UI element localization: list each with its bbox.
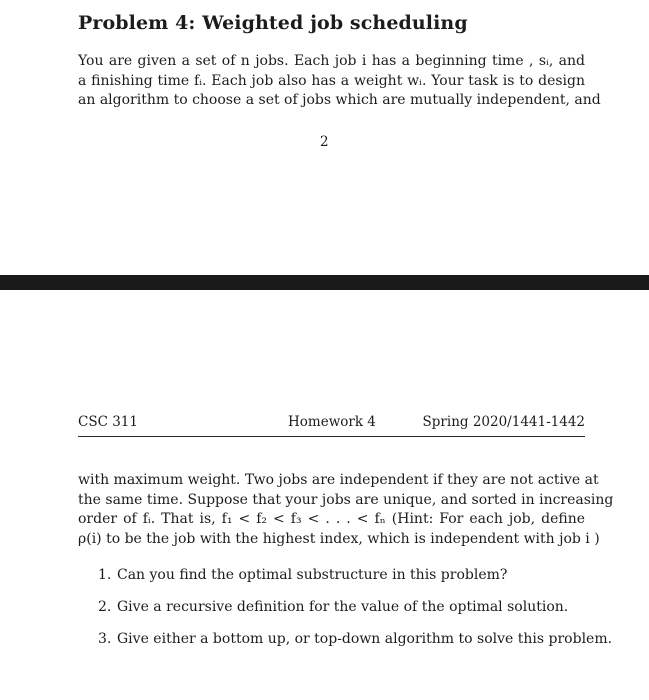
continuation-line: ρ(i) to be the job with the highest index, which is independent with job i ) bbox=[78, 530, 600, 547]
problem-intro-paragraph bbox=[78, 52, 601, 111]
question-text: Can you find the optimal substructure in this problem? bbox=[117, 567, 508, 583]
continuation-line: the same time. Suppose that your jobs are unique, and sorted in increasing bbox=[78, 491, 614, 508]
running-header bbox=[78, 414, 585, 437]
question-item bbox=[98, 565, 598, 597]
question-number: 3. bbox=[98, 631, 112, 647]
page-top bbox=[0, 0, 649, 275]
page-number: 2 bbox=[320, 134, 329, 150]
intro-line: a finishing time fᵢ. Each job also has a weight wᵢ. Your task is to design bbox=[78, 72, 585, 89]
question-item bbox=[98, 597, 598, 629]
page-divider bbox=[0, 275, 649, 290]
question-list bbox=[98, 565, 613, 661]
header-assignment: Homework 4 bbox=[288, 414, 376, 430]
question-number: 1. bbox=[98, 567, 112, 583]
header-term: Spring 2020/1441-1442 bbox=[422, 414, 585, 430]
question-text: Give either a bottom up, or top-down algorithm to solve this problem. bbox=[117, 631, 613, 647]
problem-continuation-paragraph bbox=[78, 471, 614, 549]
intro-line: an algorithm to choose a set of jobs which are mutually independent, and bbox=[78, 92, 601, 108]
intro-line: You are given a set of n jobs. Each job i has a beginning time , sᵢ, and bbox=[78, 53, 585, 69]
question-text: Give a recursive definition for the value of the optimal solution. bbox=[117, 599, 569, 615]
header-course: CSC 311 bbox=[78, 414, 138, 430]
question-number: 2. bbox=[98, 599, 112, 615]
continuation-line: with maximum weight. Two jobs are independent if they are not active at bbox=[78, 472, 599, 488]
continuation-line: order of fᵢ. That is, f₁ < f₂ < f₃ < . . . < fₙ (Hint: For each job, define bbox=[78, 511, 585, 527]
problem-title: Problem 4: Weighted job scheduling bbox=[78, 12, 468, 34]
question-item bbox=[98, 629, 613, 661]
